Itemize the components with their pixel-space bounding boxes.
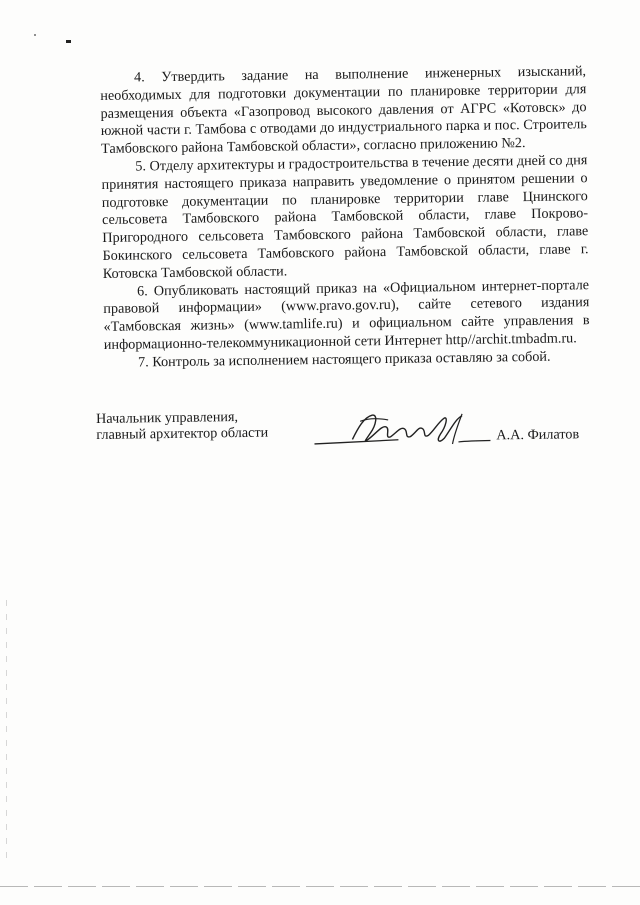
handwritten-signature bbox=[312, 407, 493, 452]
scan-edge-mark bbox=[6, 600, 7, 860]
signer-title bbox=[96, 408, 326, 443]
paragraph-item-6: 6. Опубликовать настоящий приказ на «Официальном интернет-портале правовой информации» (www.pravo.gov.ru), сайте сетевого издания «Тамбовская жизнь» (www.tamlife.ru) и официальном сайте управления в информационно-телекоммуникационной сети Интернет http//archit.tmbadm.ru. bbox=[103, 276, 590, 353]
signer-title-line-1: Начальник управления, bbox=[96, 409, 239, 427]
scan-speck bbox=[66, 40, 71, 43]
signer-name: А.А. Филатов bbox=[496, 426, 580, 444]
paragraph-item-4: 4. Утвердить задание на выполнение инженерных изысканий, необходимых для подготовки документации по планировке территории для размещения объекта «Газопровод высокого давления от АГРС «Котовск» до южной части г. Тамбова с отводами до индустриального парка и пос. Строитель Тамбовского района Тамбовской области», согласно приложению №2. bbox=[100, 63, 587, 158]
document-body bbox=[100, 63, 590, 372]
paragraph-item-5: 5. Отделу архитектуры и градостроительства в течение десяти дней со дня принятия настоящего приказа направить уведомление о принятом решении о подготовке документации по планировке территории главе Цнинского сельсовета Тамбовского района Тамбовской области, главе Покрово-Пригородного сельсовета Тамбовского района Тамбовской области, главе Бокинского сельсовета Тамбовского района Тамбовской области, главе г. Котовска Тамбовской области. bbox=[101, 152, 589, 282]
paragraph-item-7: 7. Контроль за исполнением настоящего приказа оставляю за собой. bbox=[137, 348, 551, 371]
signer-title-line-2: главный архитектор области bbox=[96, 424, 269, 443]
scan-bottom-line bbox=[0, 886, 640, 887]
scan-speck bbox=[34, 34, 36, 36]
signature-block bbox=[96, 404, 597, 461]
